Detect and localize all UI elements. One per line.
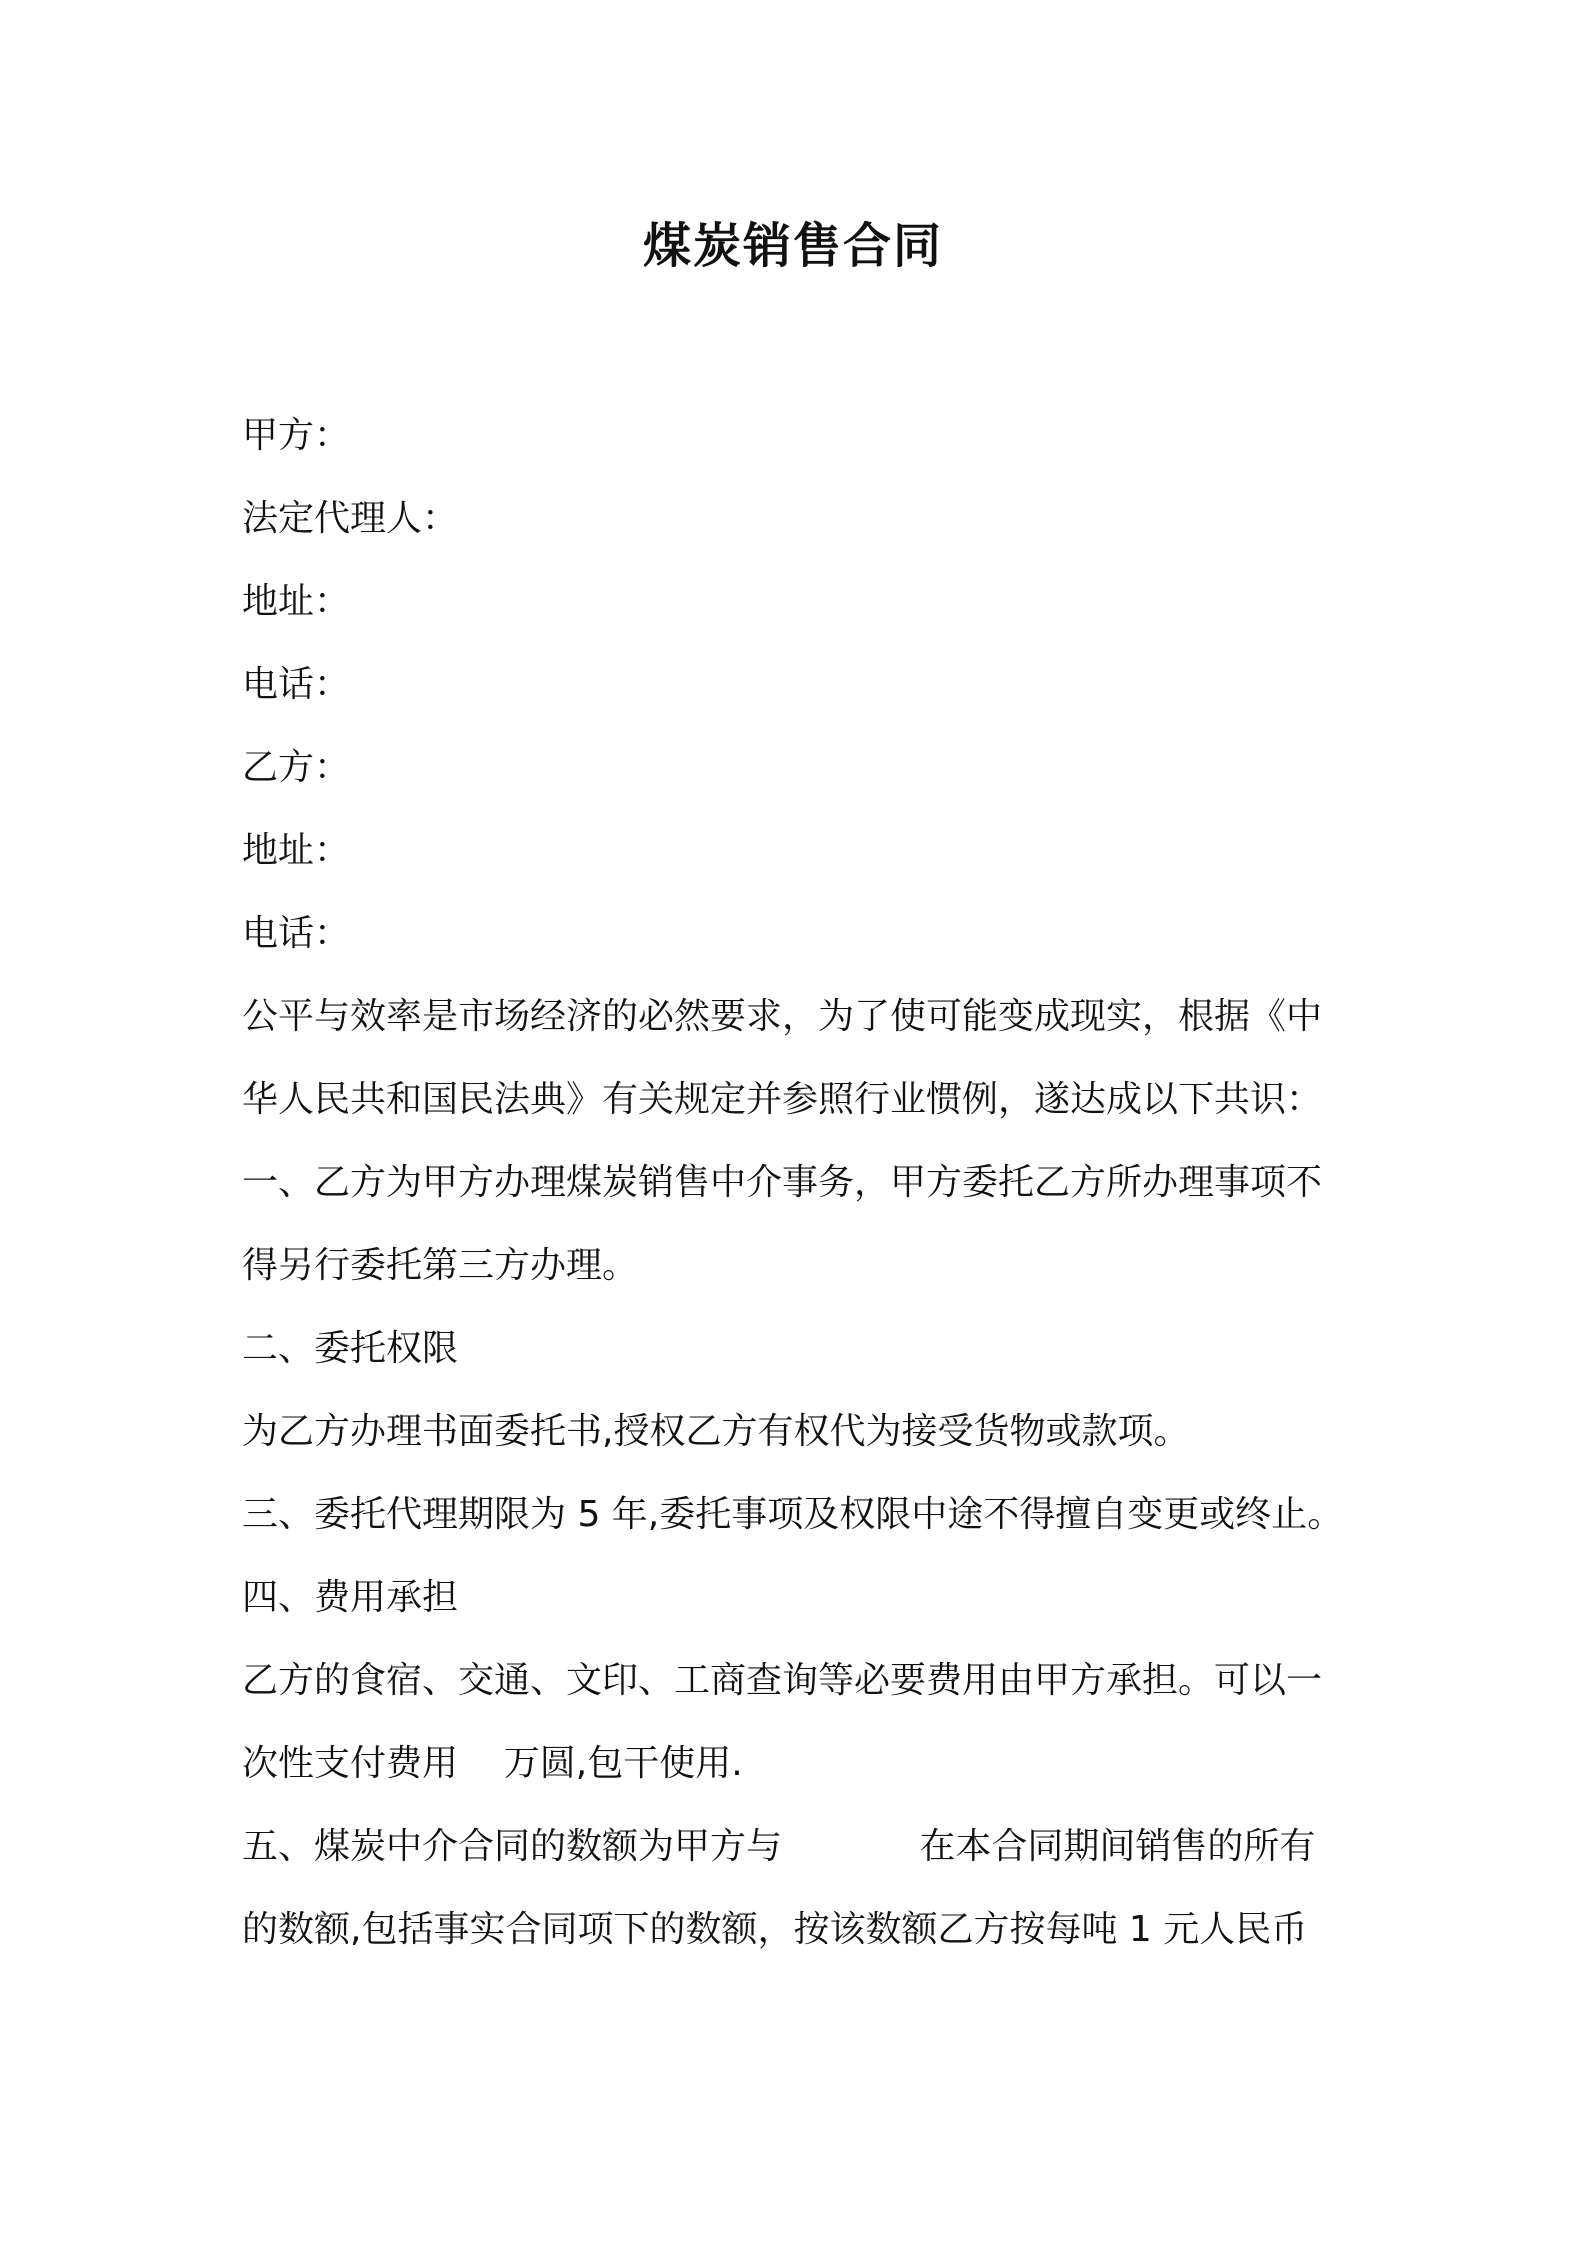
legal-representative-label: 法定代理人： [242, 498, 459, 539]
clause-4-heading: 四、费用承担 [242, 1577, 459, 1618]
preamble-line-2: 华人民共和国民法典》有关规定并参照行业惯例，遂达成以下共识： [242, 1079, 1323, 1120]
preamble-line-1: 公平与效率是市场经济的必然要求，为了使可能变成现实，根据《中 [242, 996, 1323, 1037]
clause-1-line-1: 一、乙方为甲方办理煤炭销售中介事务，甲方委托乙方所办理事项不 [242, 1162, 1323, 1203]
document-title: 煤炭销售合同 [642, 218, 943, 274]
party-b-label: 乙方： [242, 747, 351, 788]
party-b-phone-label: 电话： [242, 913, 351, 954]
clause-2-body: 为乙方办理书面委托书,授权乙方有权代为接受货物或款项。 [242, 1411, 1190, 1452]
party-a-phone-label: 电话： [242, 664, 351, 705]
clause-4-body-line-2: 次性支付费用 万圆,包干使用. [242, 1743, 743, 1784]
clause-3: 三、委托代理期限为 5 年,委托事项及权限中途不得擅自变更或终止。 [242, 1494, 1344, 1535]
party-a-address-label: 地址： [242, 581, 351, 622]
clause-1-line-2: 得另行委托第三方办理。 [242, 1245, 639, 1286]
clause-5-line-1: 五、煤炭中介合同的数额为甲方与 在本合同期间销售的所有 [242, 1826, 1316, 1867]
clause-5-line-2: 的数额,包括事实合同项下的数额，按该数额乙方按每吨 1 元人民币 [242, 1909, 1308, 1950]
party-a-label: 甲方： [242, 415, 351, 456]
party-b-address-label: 地址： [242, 830, 351, 871]
clause-4-body-line-1: 乙方的食宿、交通、文印、工商查询等必要费用由甲方承担。可以一 [242, 1660, 1323, 1701]
clause-2-heading: 二、委托权限 [242, 1328, 459, 1369]
